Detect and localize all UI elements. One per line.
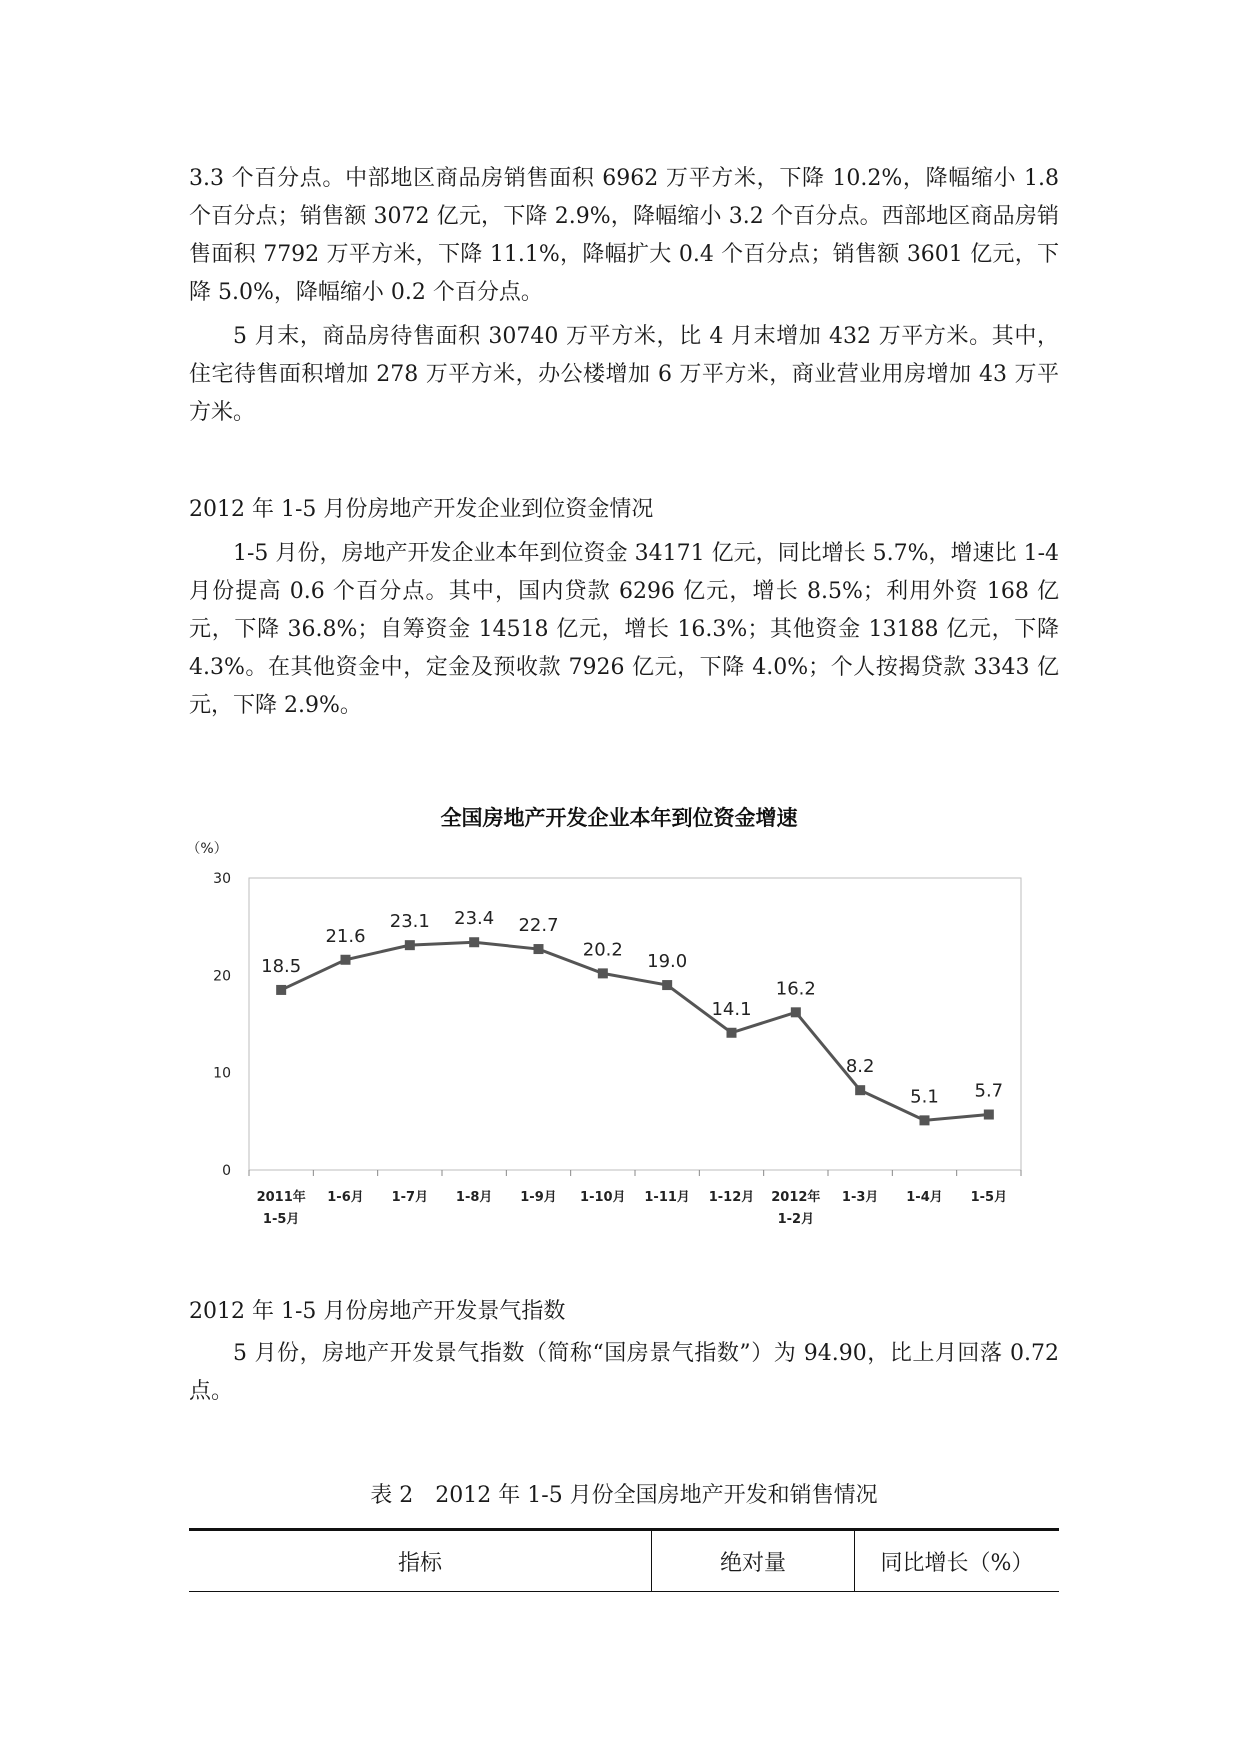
data-point-marker — [276, 985, 286, 995]
y-axis-unit-label: （%） — [189, 841, 228, 857]
funds-growth-chart — [189, 790, 1049, 1250]
x-tick-label: 1-9月 — [520, 1190, 557, 1205]
paragraph-inventory: 5 月末，商品房待售面积 30740 万平方米，比 4 月末增加 432 万平方米。其中，住宅待售面积增加 278 万平方米，办公楼增加 6 万平方米，商业营业用房增加 43 万平方米。 — [189, 324, 1059, 425]
x-tick-label: 2011年 — [256, 1190, 306, 1205]
data-label: 18.5 — [261, 955, 302, 977]
section-heading-index: 2012 年 1-5 月份房地产开发景气指数 — [189, 1299, 566, 1324]
data-label: 22.7 — [518, 915, 559, 937]
paragraph-index: 5 月份，房地产开发景气指数（简称“国房景气指数”）为 94.90，比上月回落 0.72 点。 — [189, 1341, 1059, 1404]
data-point-marker — [405, 940, 415, 950]
data-point-marker — [791, 1007, 801, 1017]
data-point-marker — [341, 955, 351, 965]
x-tick-label: 1-10月 — [580, 1190, 626, 1205]
data-label: 16.2 — [775, 978, 816, 1000]
y-tick-label: 0 — [222, 1163, 231, 1179]
x-tick-label: 1-11月 — [644, 1190, 690, 1205]
data-table — [189, 1528, 1059, 1592]
data-point-marker — [662, 980, 672, 990]
x-tick-label: 2012年 — [771, 1190, 821, 1205]
data-label: 14.1 — [711, 998, 752, 1020]
y-tick-label: 10 — [213, 1065, 231, 1082]
data-label: 5.1 — [910, 1086, 939, 1108]
x-tick-label: 1-5月 — [970, 1190, 1008, 1205]
data-point-marker — [469, 937, 479, 947]
plot-area-frame — [249, 878, 1021, 1170]
section-heading-funds: 2012 年 1-5 月份房地产开发企业到位资金情况 — [189, 497, 654, 522]
x-tick-label: 1-7月 — [391, 1190, 429, 1205]
column-header-indicator: 指标 — [189, 1530, 652, 1592]
column-header-yoy-growth: 同比增长（%） — [855, 1530, 1060, 1592]
table-header-row — [189, 1530, 1059, 1592]
data-label: 8.2 — [845, 1056, 875, 1078]
x-tick-label: 1-4月 — [906, 1190, 943, 1205]
series-line — [281, 942, 989, 1120]
paragraph-regional-sales: 3.3 个百分点。中部地区商品房销售面积 6962 万平方米，下降 10.2%，降幅缩小 1.8 个百分点；销售额 3072 亿元，下降 2.9%，降幅缩小 3.2 个百分点。西部地区商品房销售面积 7792 万平方米，下降 11.1%，降幅扩大 0.4 个百分点；销售额 3601 亿元，下降 5.0%，降幅缩小 0.2 个百分点。 — [189, 166, 1059, 305]
data-point-marker — [598, 968, 608, 978]
data-point-marker — [920, 1115, 930, 1125]
column-header-absolute: 绝对量 — [652, 1530, 855, 1592]
x-tick-label: 1-2月 — [777, 1212, 815, 1227]
x-axis — [249, 1170, 1021, 1227]
x-tick-label: 1-12月 — [708, 1190, 755, 1205]
data-label: 20.2 — [582, 939, 623, 961]
data-label: 21.6 — [325, 925, 366, 947]
x-tick-label: 1-6月 — [327, 1190, 364, 1205]
data-point-marker — [984, 1110, 994, 1120]
data-label: 23.1 — [389, 911, 430, 933]
data-point-marker — [727, 1028, 737, 1038]
x-tick-label: 1-3月 — [841, 1190, 879, 1205]
table-caption: 表 2 2012 年 1-5 月份全国房地产开发和销售情况 — [370, 1483, 878, 1508]
x-tick-label: 1-5月 — [262, 1212, 300, 1227]
data-label: 23.4 — [454, 908, 495, 930]
y-tick-label: 30 — [213, 871, 231, 887]
chart-title: 全国房地产开发企业本年到位资金增速 — [440, 806, 798, 830]
series-line-group — [261, 908, 1003, 1125]
data-label: 19.0 — [647, 951, 688, 973]
data-label: 5.7 — [974, 1080, 1004, 1102]
y-tick-label: 20 — [213, 968, 231, 985]
data-point-marker — [534, 944, 544, 954]
paragraph-funds: 1-5 月份，房地产开发企业本年到位资金 34171 亿元，同比增长 5.7%，增速比 1-4 月份提高 0.6 个百分点。其中，国内贷款 6296 亿元，增长 8.5%；利用外资 168 亿元，下降 36.8%；自筹资金 14518 亿元，增长 16.3%；其他资金 13188 亿元，下降 4.3%。在其他资金中，定金及预收款 7926 亿元，下降 4.0%；个人按揭贷款 3343 亿元，下降 2.9%。 — [189, 541, 1059, 718]
x-tick-label: 1-8月 — [455, 1190, 493, 1205]
data-point-marker — [855, 1085, 865, 1095]
y-axis — [213, 871, 231, 1179]
